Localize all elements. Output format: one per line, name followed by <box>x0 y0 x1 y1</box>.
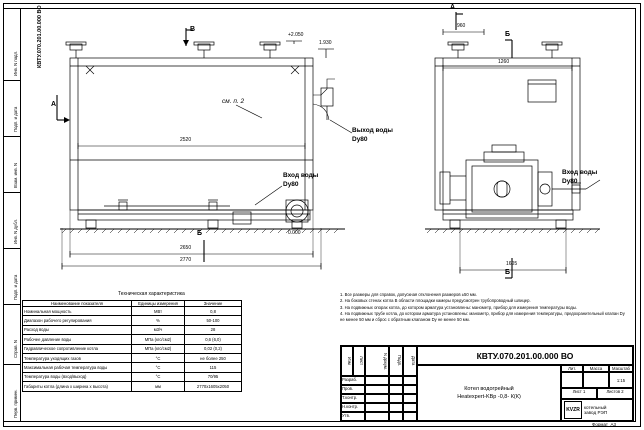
spec-cell: 28 <box>185 325 242 334</box>
dim-1605: 1605 <box>506 261 518 267</box>
strip-label-0: Инв. N подл. <box>13 50 18 76</box>
note-callout-see-point-2: см. п. 2 <box>222 98 245 105</box>
spec-header-0: Наименование показателя <box>23 301 132 307</box>
dim-1260: 1260 <box>498 59 510 65</box>
strip-label-3: Инв. N дубл. <box>13 218 18 244</box>
note-item: 3. На подвижных опорах котла, до котором арматура установлены: манометр, прибор для измерения температуры воды. <box>340 304 577 310</box>
stamp-col-izm: Изм <box>341 346 353 376</box>
title-block <box>340 345 634 421</box>
label-water-in-right-dn: Dy80 <box>562 178 578 185</box>
section-mark-b-bottom-left: Б <box>197 230 203 237</box>
section-mark-b-top: В <box>190 26 196 33</box>
note-item: 4. На подвижных трубе котла, до котором арматура установлены: манометр, прибор для измерения температуры, предохранительный клапан Dу не менее 50 мм и сброс с обратным клапаном Dу не менее 50 мм. <box>340 310 625 323</box>
table-row <box>23 344 242 353</box>
stamp-sheet <box>561 388 597 399</box>
dim-2650: 2650 <box>180 245 192 251</box>
spec-cell: Рабочее давление воды <box>23 335 132 344</box>
stamp-role-nkontr-name <box>365 403 389 412</box>
sheet-format-label: Формат А3 <box>592 422 616 427</box>
stamp-scale-label: Масштаб <box>609 365 633 372</box>
spec-cell: Габариты котла (длина х ширина х высота) <box>23 382 132 391</box>
stamp-role-utv-sign <box>389 412 403 421</box>
spec-cell: не более 250 <box>185 353 242 362</box>
stamp-sheets <box>597 388 633 399</box>
spec-cell: мм <box>132 382 185 391</box>
spec-cell: м3/ч <box>132 325 185 334</box>
stamp-designation: КВТУ.070.201.00.000 ВО <box>417 346 633 365</box>
spec-cell: °С <box>132 372 185 381</box>
stamp-company <box>561 399 633 421</box>
stamp-role-nkontr-date <box>403 403 417 412</box>
stamp-role-utv: Утв. <box>341 412 365 421</box>
dim-2770: 2770 <box>180 257 192 263</box>
stamp-title-line2: Heatexpert-KBp -0,8- К(К) <box>457 394 521 400</box>
spec-table <box>22 300 242 392</box>
dim-960: 960 <box>457 23 466 29</box>
section-mark-b-right-top: Б <box>505 31 511 38</box>
spec-cell: Расход воды <box>23 325 132 334</box>
spec-cell: 70/95 <box>185 372 242 381</box>
spec-cell: °С <box>132 353 185 362</box>
spec-cell: Температура воды (вход/выход) <box>23 372 132 381</box>
stamp-role-tkontr-date <box>403 394 417 403</box>
company-logo-text: KVZR <box>566 407 580 413</box>
stamp-role-razrab: Разраб. <box>341 376 365 385</box>
top-left-designation: КВТУ.070.201.00.000 ВО <box>37 5 43 68</box>
label-water-in-right: Вход воды <box>562 169 598 176</box>
section-mark-b-right-bottom: Б <box>505 269 511 276</box>
stamp-col-ndocum: N докум. <box>365 346 389 376</box>
stamp-sheets-value: 2 <box>621 389 624 394</box>
stamp-role-utv-date <box>403 412 417 421</box>
stamp-role-prov: Пров. <box>341 385 365 394</box>
spec-cell: Температура уходящих газов <box>23 353 132 362</box>
stamp-role-razrab-sign <box>389 376 403 385</box>
company-line-1: котельный <box>584 404 607 410</box>
spec-cell: МВт <box>132 307 185 316</box>
company-line-2: завод РЭП <box>584 410 608 415</box>
stamp-mass-value <box>583 372 609 388</box>
stamp-role-prov-name <box>365 385 389 394</box>
table-row <box>23 363 242 372</box>
spec-table-title: Техническая характеристика <box>118 291 185 297</box>
strip-label-5: Справ. N <box>13 340 18 358</box>
spec-header-1: Единицы измерения <box>132 301 185 307</box>
stamp-col-list: Лист <box>353 346 365 376</box>
table-row <box>23 335 242 344</box>
general-notes <box>340 292 630 323</box>
spec-cell: °С <box>132 363 185 372</box>
spec-cell: Номинальная мощность <box>23 307 132 316</box>
strip-label-2: Взам. инв. N <box>13 162 18 188</box>
spec-cell: 0,02 (0,2) <box>185 344 242 353</box>
stamp-role-tkontr-sign <box>389 394 403 403</box>
stamp-role-razrab-name <box>365 376 389 385</box>
dim-2520: 2520 <box>180 137 192 143</box>
spec-header-2: Значение <box>185 301 242 307</box>
stamp-col-podp: Подп. <box>389 346 403 376</box>
stamp-mass-label: Масса <box>583 365 609 372</box>
label-water-out: Выход воды <box>352 127 393 134</box>
spec-cell: % <box>132 316 185 325</box>
stamp-col-data: Дата <box>403 346 417 376</box>
spec-cell: 0,6 (6,0) <box>185 335 242 344</box>
stamp-title-line1: Котел водогрейный <box>464 386 514 392</box>
spec-cell: 115 <box>185 363 242 372</box>
label-water-in-left: Вход воды <box>283 172 319 179</box>
stamp-sheet-label: Лист <box>572 389 582 394</box>
spec-cell: 50-100 <box>185 316 242 325</box>
stamp-title <box>417 365 561 421</box>
stamp-role-tkontr-name <box>365 394 389 403</box>
section-mark-a-right: А <box>450 4 456 11</box>
stamp-role-tkontr: Т.контр. <box>341 394 365 403</box>
table-row <box>23 372 242 381</box>
spec-cell: 0,8 <box>185 307 242 316</box>
strip-label-6: Перв. примен. <box>13 389 18 418</box>
table-row <box>23 316 242 325</box>
strip-label-4: Подп. и дата <box>13 274 18 300</box>
table-row <box>23 307 242 316</box>
spec-cell: МПа (кгс/см2) <box>132 344 185 353</box>
note-item: 2. На боковых стенах котла В области площадки камеры предусмотрен трубопроводный шлицер. <box>340 298 531 304</box>
table-row <box>23 353 242 362</box>
spec-cell: Гидравлическое сопротивление котла <box>23 344 132 353</box>
table-row <box>23 325 242 334</box>
table-row <box>23 382 242 391</box>
stamp-role-utv-name <box>365 412 389 421</box>
stamp-lit-label: Лит. <box>561 365 583 372</box>
stamp-role-nkontr-sign <box>389 403 403 412</box>
spec-cell: МПа (кгс/см2) <box>132 335 185 344</box>
spec-cell: Максимальная рабочая температура воды <box>23 363 132 372</box>
stamp-sheet-value: 1 <box>582 389 586 394</box>
spec-cell: 2770х1605х2050 <box>185 382 242 391</box>
stamp-sheets-label: Листов <box>606 389 621 394</box>
stamp-role-prov-date <box>403 385 417 394</box>
stamp-lit-value <box>561 372 583 388</box>
spec-cell: Диапазон рабочего регулирования <box>23 316 132 325</box>
elevation-0000: 0.000 <box>288 230 301 236</box>
label-water-out-dn: Dy80 <box>352 136 368 143</box>
strip-label-1: Подп. и дата <box>13 106 18 132</box>
stamp-role-prov-sign <box>389 385 403 394</box>
label-water-in-left-dn: Dy80 <box>283 181 299 188</box>
company-logo-icon <box>564 401 582 419</box>
stamp-scale-value: 1:15 <box>609 372 633 388</box>
section-mark-a-left: А <box>51 101 57 108</box>
elevation-1930: 1.930 <box>319 40 332 46</box>
elevation-2050: +2.050 <box>288 32 304 38</box>
note-item: 1. Все размеры для справок, допускная отклонения размеров ±50 мм. <box>340 292 477 297</box>
stamp-role-nkontr: Н.контр. <box>341 403 365 412</box>
stamp-role-razrab-date <box>403 376 417 385</box>
